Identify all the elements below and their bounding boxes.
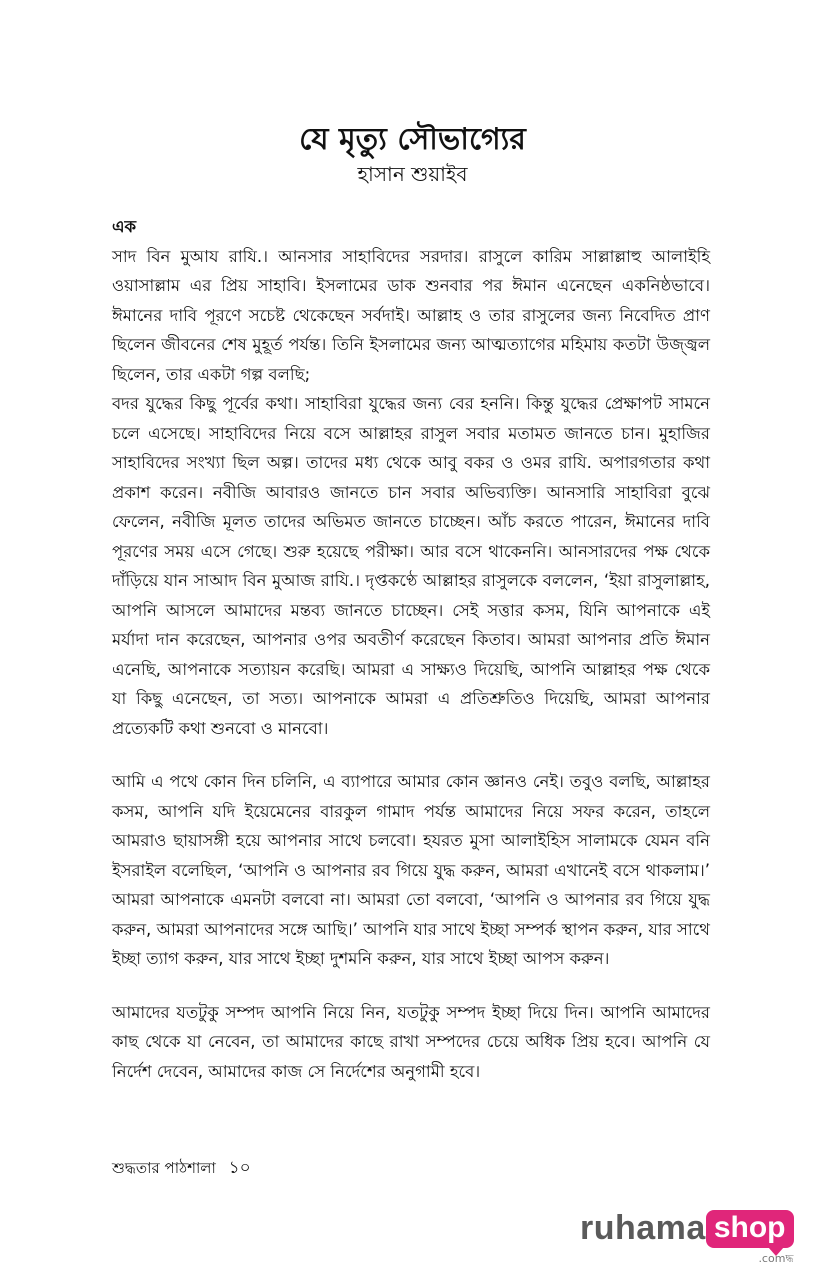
logo-text-shop: shop (706, 1210, 794, 1248)
author-name: হাসান শুয়াইব (357, 162, 468, 186)
paragraph: আমি এ পথে কোন দিন চলিনি, এ ব্যাপারে আমার কোন জ্ঞানও নেই। তবুও বলছি, আল্লাহর কসম, আপনি যদি ইয়েমেনের বারকুল গামাদ পর্যন্ত আমাদের নিয়ে সফর করেন, তাহলে আমরাও ছায়াসঙ্গী হয়ে আপনার সাথে চলবো। হযরত মুসা আলাইহিস সালামকে যেমন বনি ইসরাইল বলেছিল, ‘আপনি ও আপনার রব গিয়ে যুদ্ধ করুন, আমরা এখানেই বসে থাকলাম।’ আমরা আপনাকে এমনটা বলবো না। আমরা তো বলবো, ‘আপনি ও আপনার রব গিয়ে যুদ্ধ করুন, আমরা আপনাদের সঙ্গে আছি।’ আপনি যার সাথে ইচ্ছা সম্পর্ক স্থাপন করুন, যার সাথে ইচ্ছা ত্যাগ করুন, যার সাথে ইচ্ছা দুশমনি করুন, যার সাথে ইচ্ছা আপস করুন। (112, 772, 710, 968)
logo-suffix: .comদ্ধ (758, 1252, 794, 1265)
page-number: ১০ (228, 1158, 251, 1178)
book-name: শুদ্ধতার পাঠশালা (112, 1159, 216, 1177)
ruhamashop-logo (580, 1208, 794, 1265)
logo-text-ruhama: ruhama (580, 1209, 706, 1247)
paragraph: আমাদের যতটুকু সম্পদ আপনি নিয়ে নিন, যতটুকু সম্পদ ইচ্ছা দিয়ে দিন। আপনি আমাদের কাছ থেকে যা নেবেন, তা আমাদের কাছে রাখা সম্পদের চেয়ে অধিক প্রিয় হবে। আপনি যে নির্দেশ দেবেন, আমাদের কাজ সে নির্দেশের অনুগামী হবে। (112, 1002, 710, 1081)
paragraph: বদর যুদ্ধের কিছু পূর্বের কথা। সাহাবিরা যুদ্ধের জন্য বের হননি। কিন্তু যুদ্ধের প্রেক্ষাপট সামনে চলে এসেছে। সাহাবিদের নিয়ে বসে আল্লাহর রাসুল সবার মতামত জানতে চান। মুহাজির সাহাবিদের সংখ্যা ছিল অল্প। তাদের মধ্য থেকে আবু বকর ও ওমর রাযি. অপারগতার কথা প্রকাশ করেন। নবীজি আবারও জানতে চান সবার অভিব্যক্তি। আনসারি সাহাবিরা বুঝে ফেলেন, নবীজি মূলত তাদের অভিমত জানতে চাচ্ছেন। আঁচ করতে পারেন, ঈমানের দাবি পূরণের সময় এসে গেছে। শুরু হয়েছে পরীক্ষা। আর বসে থাকেননি। আনসারদের পক্ষ থেকে দাঁড়িয়ে যান সাআদ বিন মুআজ রাযি.। দৃপ্তকণ্ঠে আল্লাহর রাসুলকে বললেন, ‘ইয়া রাসুলাল্লাহ, আপনি আসলে আমাদের মন্তব্য জানতে চাচ্ছেন। সেই সত্তার কসম, যিনি আপনাকে এই মর্যাদা দান করেছেন, আপনার ওপর অবতীর্ণ করেছেন কিতাব। আমরা আপনার প্রতি ঈমান এনেছি, আপনাকে সত্যায়ন করেছি। আমরা এ সাক্ষ্যও দিয়েছি, আপনি আল্লাহর পক্ষ থেকে যা কিছু এনেছেন, তা সত্য। আপনাকে আমরা এ প্রতিশ্রুতিও দিয়েছি, আমরা আপনার প্রত্যেকটি কথা শুনবো ও মানবো। (112, 394, 710, 738)
section-heading: এক (112, 217, 137, 236)
page-title: যে মৃত্যু সৌভাগ্যের (299, 122, 526, 157)
paragraph: সাদ বিন মুআয রাযি.। আনসার সাহাবিদের সরদার। রাসুলে কারিম সাল্লাল্লাহু আলাইহি ওয়াসাল্লাম এর প্রিয় সাহাবি। ইসলামের ডাক শুনবার পর ঈমান এনেছেন একনিষ্ঠভাবে। ঈমানের দাবি পূরণে সচেষ্ট থেকেছেন সর্বদাই। আল্লাহ ও তার রাসুলের জন্য নিবেদিত প্রাণ ছিলেন জীবনের শেষ মুহূর্ত পর্যন্ত। তিনি ইসলামের জন্য আত্মত্যাগের মহিমায় কতটা উজ্জ্বল ছিলেন, তার একটা গল্প বলছি; (112, 246, 710, 384)
article-body (112, 212, 710, 1086)
page-footer (112, 1158, 251, 1178)
